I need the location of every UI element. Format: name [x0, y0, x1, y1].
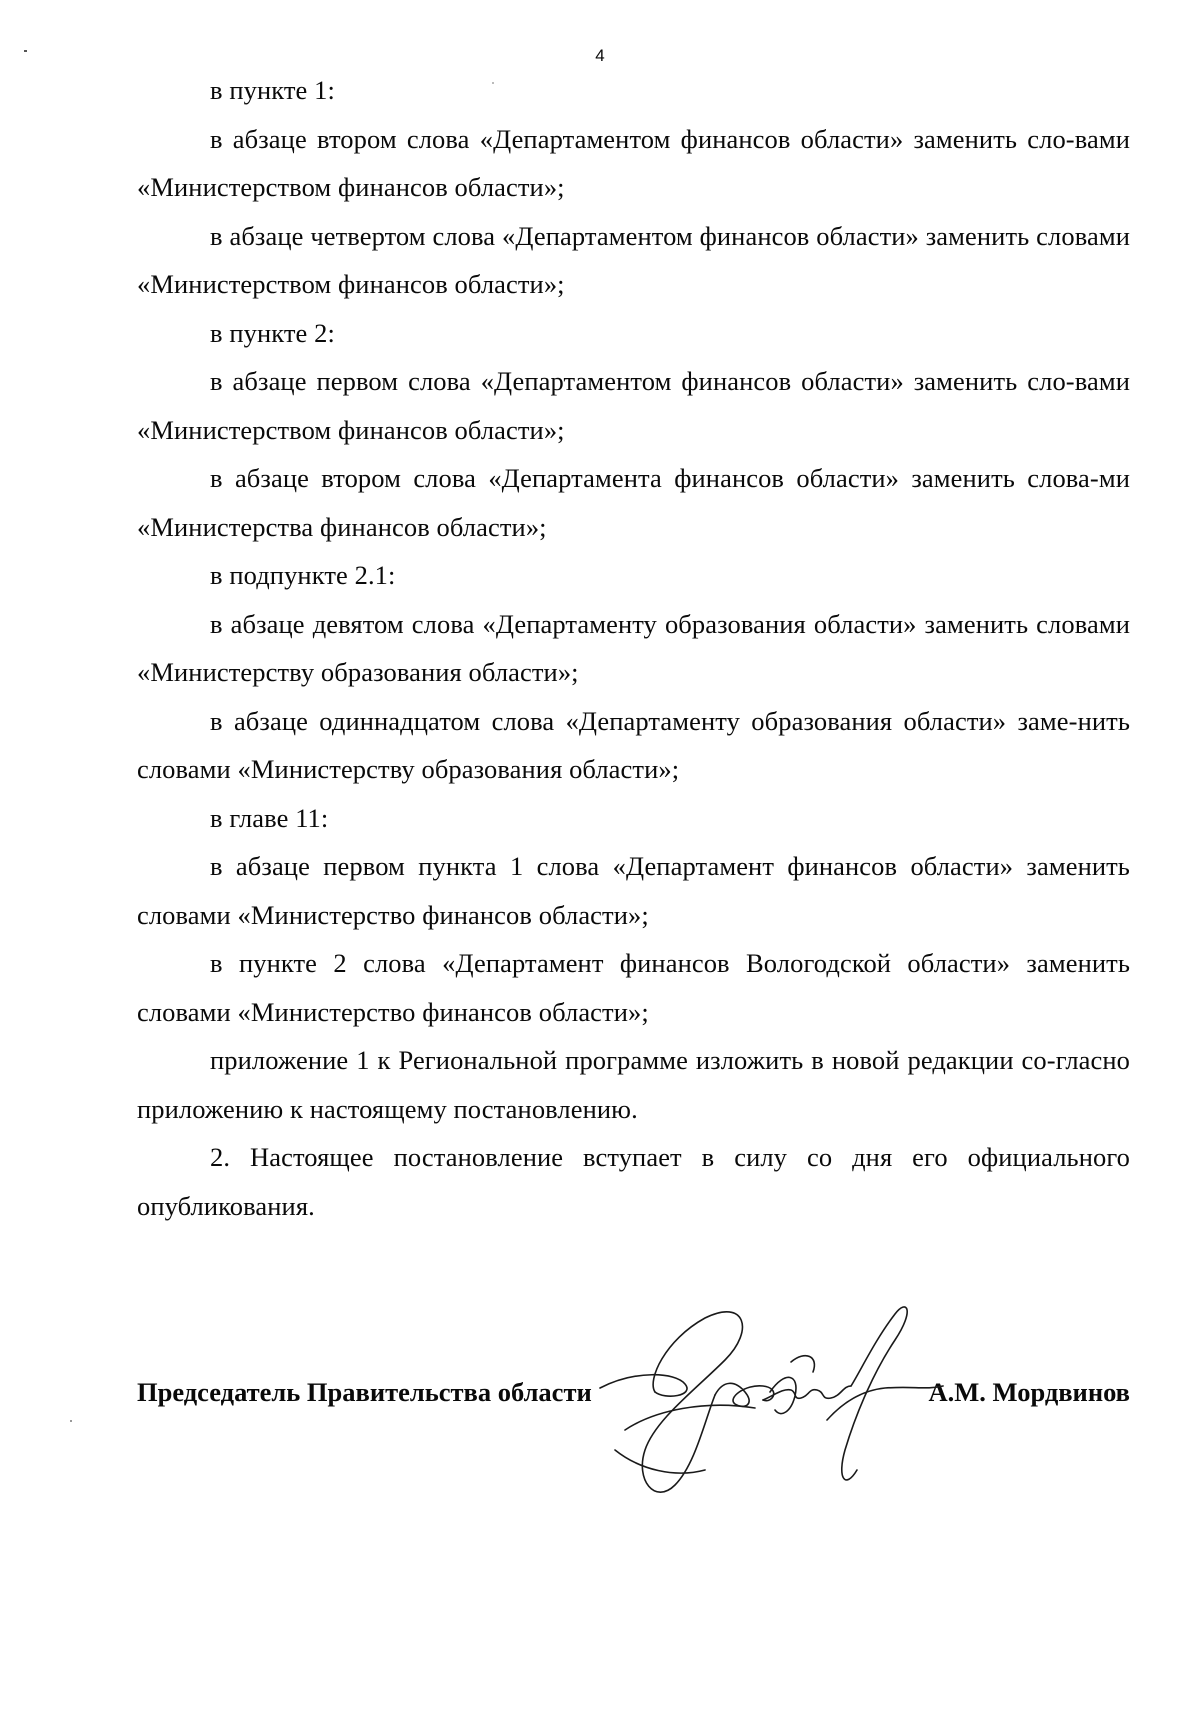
- paragraph-subclause-2-1-para-11: в абзаце одиннадцатом слова «Департаменту образования области» заме-нить словами «Министерству образования области»;: [137, 705, 1130, 784]
- scan-speck-top-left: [24, 50, 27, 52]
- paragraph-appendix-1: приложение 1 к Региональной программе изложить в новой редакции со-гласно приложению к настоящему постановлению.: [137, 1045, 1130, 1124]
- paragraph-clause-1-heading: в пункте 1:: [210, 75, 335, 105]
- paragraph-chapter-11-heading: в главе 11:: [210, 802, 329, 833]
- page-number: 4: [595, 46, 605, 65]
- scan-speck-top-center: [492, 82, 494, 84]
- paragraph-clause-2-para-2: в абзаце втором слова «Департамента финансов области» заменить слова-ми «Министерства финансов области»;: [137, 463, 1130, 542]
- signer-position: Председатель Правительства области: [137, 1377, 592, 1407]
- paragraph-effective-date: 2. Настоящее постановление вступает в силу со дня его официального опубликования.: [137, 1142, 1130, 1221]
- scan-speck-left-margin: [70, 1420, 72, 1422]
- paragraph-clause-2-para-1: в абзаце первом слова «Департаментом финансов области» заменить сло-вами «Министерством финансов области»;: [137, 366, 1130, 445]
- paragraph-chapter-11-clause-1: в абзаце первом пункта 1 слова «Департамент финансов области» заменить словами «Министерство финансов области»;: [137, 851, 1130, 930]
- paragraph-clause-2-heading: в пункте 2:: [210, 317, 335, 348]
- handwritten-signature: [595, 1300, 955, 1510]
- document-body: [137, 66, 1130, 1230]
- paragraph-chapter-11-clause-2: в пункте 2 слова «Департамент финансов Вологодской области» заменить словами «Министерство финансов области»;: [137, 948, 1130, 1027]
- paragraph-clause-1-para-4: в абзаце четвертом слова «Департаментом финансов области» заменить словами «Министерством финансов области»;: [137, 220, 1130, 299]
- paragraph-subclause-2-1-para-9: в абзаце девятом слова «Департаменту образования области» заменить словами «Министерству образования области»;: [137, 608, 1130, 687]
- signer-name: А.М. Мордвинов: [928, 1377, 1130, 1407]
- paragraph-subclause-2-1-heading: в подпункте 2.1:: [210, 560, 396, 590]
- paragraph-clause-1-para-2: в абзаце втором слова «Департаментом финансов области» заменить сло-вами «Министерством финансов области»;: [137, 123, 1130, 202]
